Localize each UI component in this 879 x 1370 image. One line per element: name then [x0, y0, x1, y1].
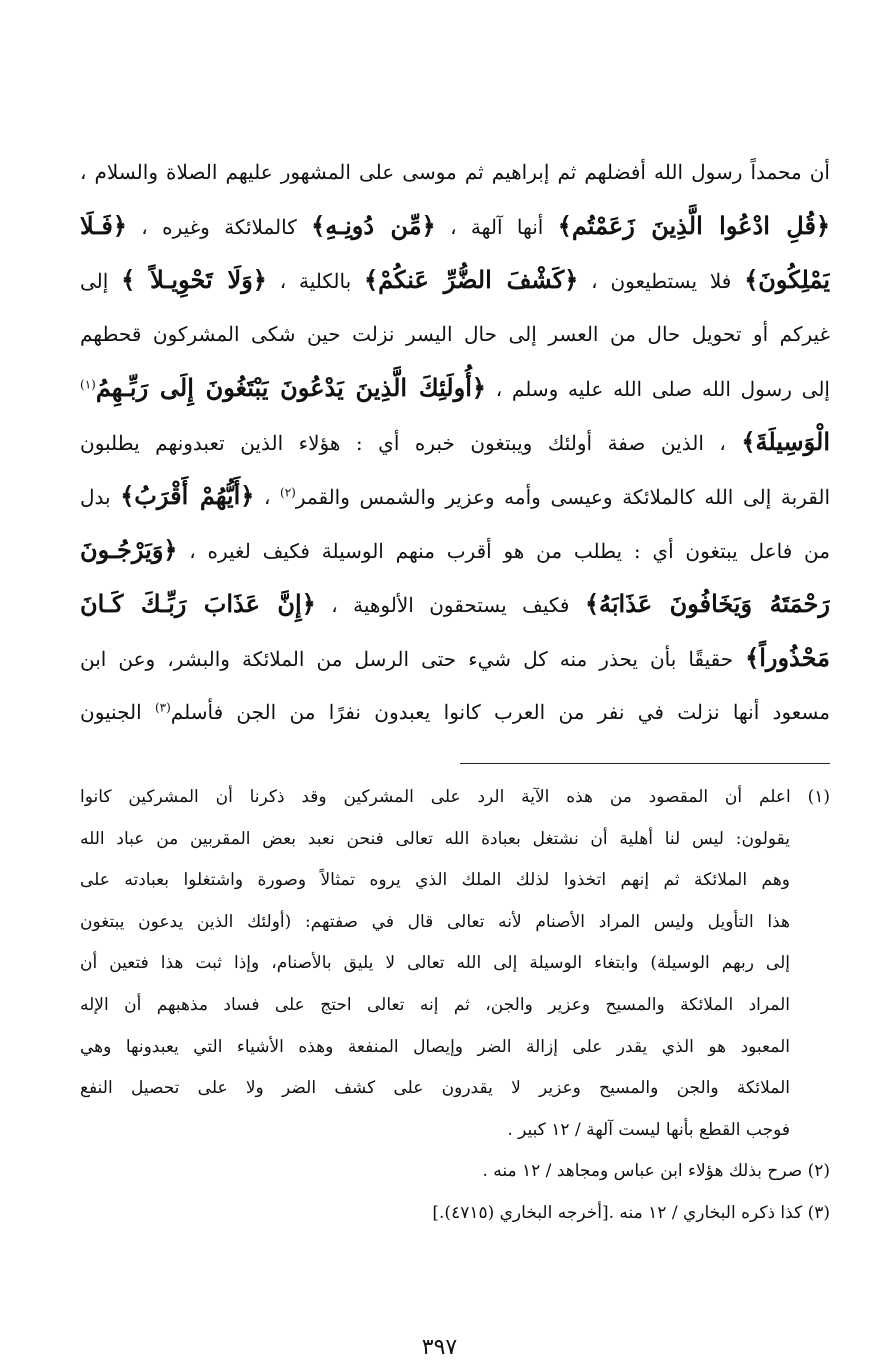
footnote-line: وهم الملائكة ثم إنهم اتخذوا لذلك الملك الذي يروه تمثالاً وصورة واشتغلوا بعبادته على	[80, 870, 790, 891]
text-line: مَحْذُوراً﴾ حقيقًا بأن يحذر منه كل شيء حتى الرسل من الملائكة والبشر، وعن ابن	[80, 643, 830, 672]
quran-verse: ﴿وَيَرْجُـونَ	[80, 535, 178, 564]
text-line: مسعود أنها نزلت في نفر من العرب كانوا يعبدون نفرًا من الجن فأسلم$^{(٣)}$ الجنيون	[80, 700, 830, 724]
footnote-line: يقولون: ليس لنا أهلية أن نشتغل بعبادة الله تعالى فنحن نعبد بعض المقربين من عباد الله	[80, 828, 791, 849]
quran-verse: ﴿فَـلَا	[80, 211, 127, 240]
footnote-2: (٢) صرح بذلك هؤلاء ابن عباس ومجاهد / ١٢ منه .	[482, 1161, 830, 1182]
text-line: القربة إلى الله كالملائكة وعيسى وأمه وعزير والشمس والقمر$^{(٢)}$ ، ﴿أَيُّهُمْ أَقْرَبُ﴾ بدل	[80, 481, 830, 510]
quran-verse: الْوَسِيلَةَ﴾	[741, 427, 830, 456]
footnote-line: الملائكة والجن والمسيح وعزير لا يقدرون على كشف الضر ولا على تحصيل النفع	[80, 1078, 790, 1099]
text-line: الْوَسِيلَةَ﴾ ، الذين صفة أولئك ويبتغون خبره أي : هؤلاء الذين تعبدونهم يطلبون	[80, 427, 830, 456]
footnote-1	[80, 777, 830, 1151]
page-number: ٣٩٧	[421, 1335, 458, 1360]
quran-verse: ﴿مِّن دُونِـهِ﴾	[311, 211, 436, 240]
quran-verse: ﴿وَلَا تَحْوِيـلاً ﴾	[121, 265, 267, 294]
text-line: غيركم أو تحويل حال من العسر إلى حال اليسر نزلت حين شكى المشركون قحطهم	[80, 322, 830, 346]
text-line: أن محمداً رسول الله أفضلهم ثم إبراهيم ثم موسى على المشهور عليهم الصلاة والسلام ،	[80, 160, 830, 184]
quran-verse: يَمْلِكُونَ﴾	[744, 265, 830, 294]
footnote-line: (١) اعلم أن المقصود من هذه الآية الرد على المشركين وقد ذكرنا أن المشركين كانوا	[80, 787, 830, 807]
footnotes	[80, 777, 830, 1235]
footnote-marker: (٢)	[280, 485, 296, 500]
text-line: إلى رسول الله صلى الله عليه وسلم ، ﴿أُولَئِكَ الَّذِينَ يَدْعُونَ يَبْتَغُونَ إِلَى رَبِّـهِمُ$^{(١)}$	[80, 373, 830, 402]
text-line: ﴿قُلِ ادْعُوا الَّذِينَ زَعَمْتُم﴾ أنها آلهة ، ﴿مِّن دُونِـهِ﴾ كالملائكة وغيره ، ﴿فَـلَا	[80, 211, 830, 240]
text-line: رَحْمَتَهُ وَيَخَافُونَ عَذَابَهُ﴾ فكيف يستحقون الألوهية ، ﴿إِنَّ عَذَابَ رَبِّـكَ كَـانَ	[80, 589, 830, 618]
footnote-separator	[460, 763, 830, 764]
footnote-line: إلى ربهم الوسيلة) وابتغاء الوسيلة إلى الله تعالى لا يليق بالأصنام، وإذا ثبت هذا فتعين أن	[80, 953, 790, 974]
quran-verse: ﴿أَيُّهُمْ أَقْرَبُ﴾	[120, 481, 255, 510]
footnote-3: (٣) كذا ذكره البخاري / ١٢ منه .[أخرجه البخاري (٤٧١٥).]	[432, 1202, 830, 1223]
quran-verse: ﴿إِنَّ عَذَابَ رَبِّـكَ كَـانَ	[80, 589, 316, 618]
quran-verse: مَحْذُوراً﴾	[745, 643, 830, 672]
quran-verse: ﴿أُولَئِكَ الَّذِينَ يَدْعُونَ يَبْتَغُونَ إِلَى رَبِّـهِمُ	[95, 373, 486, 402]
footnote-line: هذا التأويل وليس المراد الأصنام لأنه تعالى قال في صفتهم: (أولئك الذين يدعون يبتغون	[80, 911, 790, 932]
quran-verse: ﴿كَشْفَ الضُّرِّ عَنكُمْ﴾	[364, 265, 579, 294]
footnote-line: المعبود هو الذي يقدر على إزالة الضر وإيصال المنفعة وهذه الأشياء التي يعبدونها وهي	[80, 1036, 790, 1057]
footnote-line: فوجب القطع بأنها ليست آلهة / ١٢ كبير .	[507, 1119, 790, 1140]
quran-verse: رَحْمَتَهُ وَيَخَافُونَ عَذَابَهُ﴾	[584, 589, 830, 618]
footnote-marker: (٣)	[154, 700, 171, 715]
quran-verse: ﴿قُلِ ادْعُوا الَّذِينَ زَعَمْتُم﴾	[557, 211, 830, 240]
footnote-marker: (١)	[80, 377, 96, 392]
text-line: من فاعل يبتغون أي : يطلب من هو أقرب منهم الوسيلة فكيف لغيره ، ﴿وَيَرْجُـونَ	[80, 535, 830, 564]
main-commentary-text	[80, 145, 830, 739]
footnote-line: المراد الملائكة والمسيح وعزير والجن، ثم إنه تعالى احتج على فساد مذهبهم أن الإله	[80, 994, 790, 1015]
text-line: يَمْلِكُونَ﴾ فلا يستطيعون ، ﴿كَشْفَ الضُّرِّ عَنكُمْ﴾ بالكلية ، ﴿وَلَا تَحْوِيـلاً ﴾ إلى	[80, 265, 830, 294]
